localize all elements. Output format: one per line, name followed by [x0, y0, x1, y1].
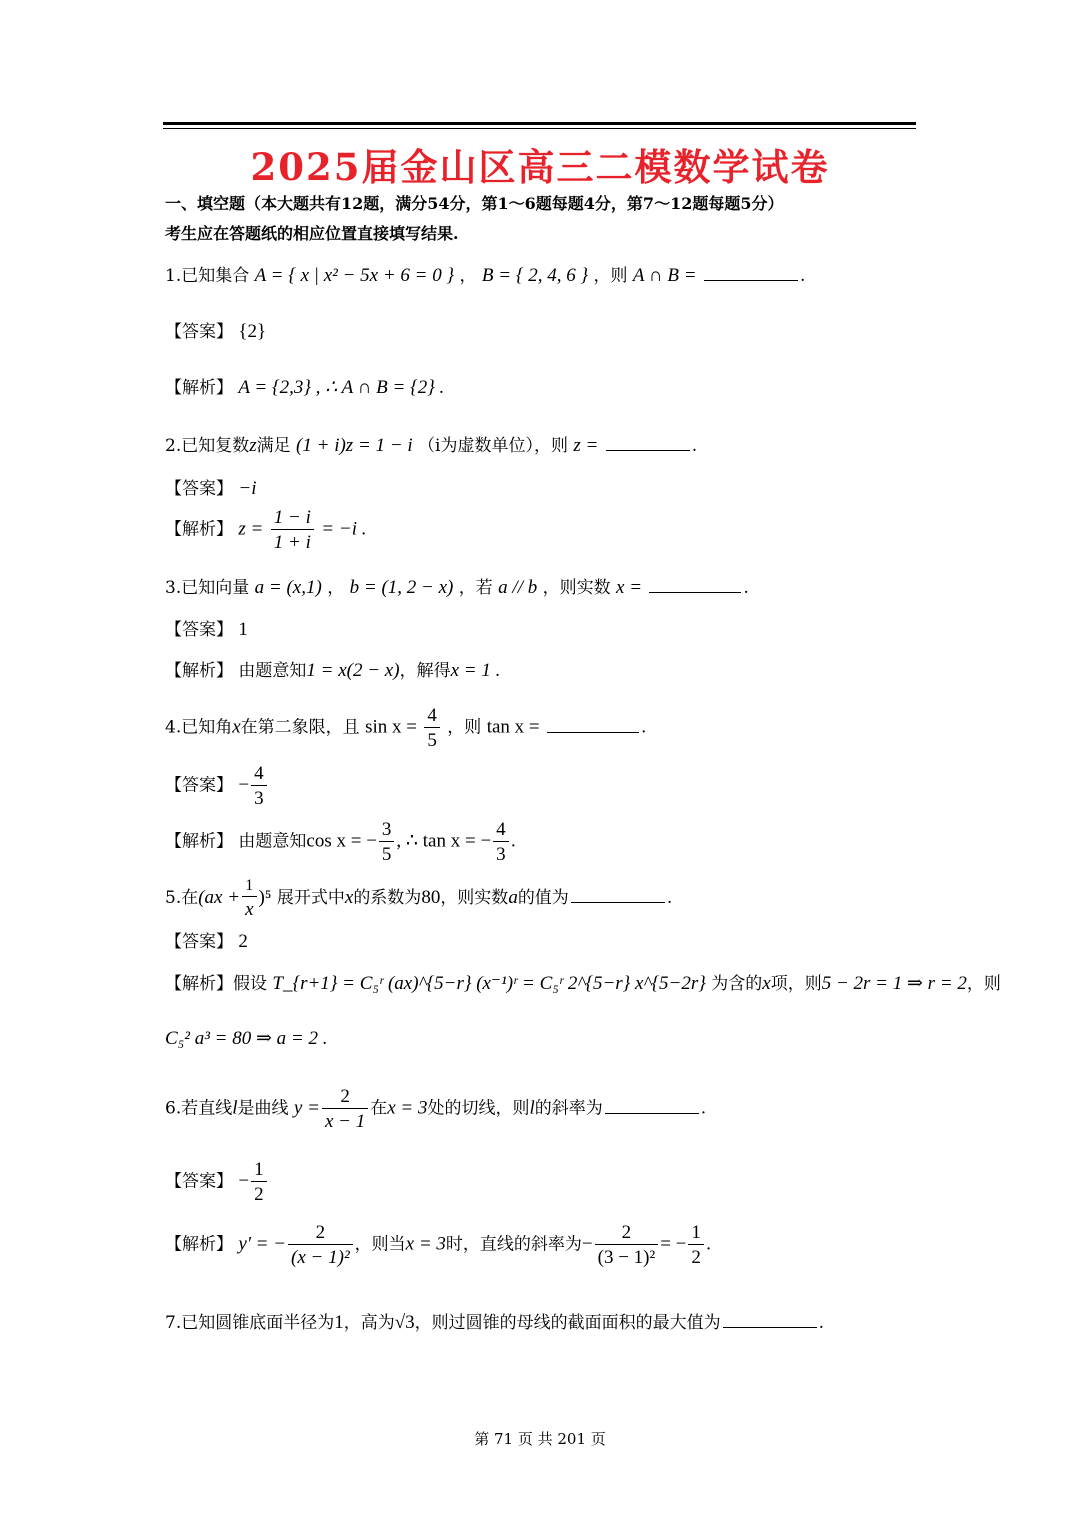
q6-an-mid2: 时，直线的斜率为 [445, 1234, 582, 1255]
q6-analysis [165, 1223, 711, 1267]
question-5 [165, 878, 672, 919]
q6-an-den1: (x − 1)² [288, 1244, 353, 1267]
answer-label: 【答案】 [165, 1171, 233, 1192]
q6-ans-den: 2 [251, 1181, 267, 1204]
q5-end: . [666, 888, 673, 908]
q2-z: z [249, 435, 257, 456]
analysis-label: 【解析】 [165, 974, 233, 994]
q2-analysis [165, 508, 366, 552]
q1-end: . [799, 266, 806, 286]
q2-paren: （i为虚数单位），则 [418, 436, 568, 456]
q2-denominator: 1 + i [271, 529, 314, 552]
q1-intersection: A ∩ B = [632, 265, 697, 286]
q7-mid2: ，则过圆锥的母线的截面面积的最大值为 [414, 1313, 721, 1333]
q4-fraction [424, 706, 440, 750]
q1-set-a: A = { x | x² − 5x + 6 = 0 } [254, 265, 455, 286]
q6-an-fraction3 [688, 1223, 704, 1267]
q3-x-eq: x = [616, 577, 643, 598]
analysis-label: 【解析】 [165, 378, 233, 398]
q6-mid4: 的斜率为 [534, 1098, 603, 1119]
analysis-label: 【解析】 [165, 1234, 233, 1255]
q6-ans-num: 1 [254, 1159, 264, 1180]
section-instruction: 考生应在答题纸的相应位置直接填写结果. [165, 224, 459, 243]
q5-mid4: 的值为 [517, 888, 569, 908]
q6-an-eq: = − [660, 1233, 687, 1255]
q2-mid: 满足 [256, 436, 291, 456]
q4-ans-num: 4 [254, 763, 264, 784]
q5-an-pre: 假设 [233, 974, 267, 994]
q4-an-end: . [510, 831, 517, 852]
q5-an-line2: C₅² a³ = 80 ⇒ a = 2 . [165, 1028, 328, 1049]
q4-denominator: 5 [424, 727, 440, 750]
q2-answer-value: −i [238, 478, 257, 499]
q4-an-pre: 由题意知 [238, 831, 307, 852]
q5-answer [165, 932, 248, 951]
q4-x: x [232, 716, 241, 738]
q5-binom-b: )⁵ [258, 887, 272, 908]
q3-text: 3.已知向量 [165, 578, 250, 598]
q7-end: . [818, 1313, 825, 1333]
q3-answer-value: 1 [238, 619, 248, 640]
analysis-label: 【解析】 [165, 661, 233, 681]
q5-a: a [508, 887, 518, 908]
q1-set-b: B = { 2, 4, 6 } [481, 265, 589, 286]
q4-ans-sign: − [238, 774, 250, 796]
q5-analysis [165, 974, 1001, 993]
q4-sep: ，则 [447, 717, 482, 738]
q6-answer-blank [605, 1111, 699, 1114]
q1-answer [165, 322, 266, 341]
q4-sin: sin x = [365, 716, 417, 738]
q6-an-mid: ，则当 [354, 1234, 406, 1255]
q3-answer [165, 620, 248, 639]
q4-an-den1: 5 [379, 841, 395, 864]
q2-numerator: 1 − i [273, 507, 311, 528]
q6-an-num1: 2 [315, 1222, 326, 1243]
q6-an-end: . [705, 1234, 712, 1255]
q6-an-fraction2 [595, 1223, 659, 1267]
answer-label: 【答案】 [165, 322, 233, 342]
answer-label: 【答案】 [165, 479, 233, 499]
q6-fraction [322, 1087, 368, 1131]
q3-vector-b: b = (1, 2 − x) [349, 577, 454, 598]
q1-answer-value: {2} [238, 321, 267, 342]
q4-mid: 在第二象限，且 [240, 717, 360, 738]
q7-radius: 1 [334, 1312, 344, 1333]
q4-an-num2: 4 [496, 819, 506, 840]
q6-text: 6.若直线 [165, 1098, 233, 1119]
q1-sep2: ，则 [593, 266, 628, 286]
q2-answer-blank [606, 448, 690, 451]
q5-mid: 展开式中 [276, 888, 345, 908]
q6-ans-fraction [251, 1160, 267, 1204]
q5-answer-value: 2 [238, 931, 248, 952]
question-7 [165, 1313, 824, 1332]
q4-an-num1: 3 [381, 819, 392, 840]
q6-an-fraction1 [288, 1223, 353, 1267]
q3-an-math2: x = 1 . [450, 660, 501, 681]
q4-ans-den: 3 [251, 785, 267, 808]
answer-label: 【答案】 [165, 932, 233, 952]
question-1 [165, 266, 805, 285]
q6-mid: 是曲线 [237, 1098, 289, 1119]
q2-fraction [271, 508, 314, 552]
page-footer: 第 71 页 共 201 页 [474, 1430, 606, 1448]
q1-text: 1.已知集合 [165, 266, 250, 286]
q5-fraction [242, 878, 256, 919]
q3-sep2: ，若 [458, 578, 493, 598]
analysis-label: 【解析】 [165, 519, 233, 540]
q1-analysis [165, 378, 444, 397]
page-title: 2025届金山区高三二模数学试卷 [250, 145, 830, 189]
q5-answer-blank [571, 900, 665, 903]
q6-an-den2: (3 − 1)² [595, 1244, 659, 1267]
question-6 [165, 1087, 706, 1131]
q6-an-deriv: y' = − [238, 1233, 287, 1255]
section-heading: 一、填空题（本大题共有12题，满分54分，第1～6题每题4分，第7～12题每题5分） [165, 194, 784, 213]
q3-an-mid: ，解得 [399, 661, 451, 681]
q3-end: . [743, 578, 749, 598]
header-rule-thin [163, 128, 916, 129]
q4-numerator: 4 [427, 705, 437, 726]
q6-num: 2 [340, 1086, 350, 1107]
q2-an-post: = −i . [321, 518, 367, 540]
q6-an-num2: 2 [621, 1222, 632, 1243]
q7-text: 7.已知圆锥底面半径为 [165, 1313, 335, 1333]
q6-l: l [232, 1097, 238, 1119]
q5-an-x: x [762, 973, 771, 994]
q4-ans-fraction [251, 764, 267, 808]
answer-label: 【答案】 [165, 620, 233, 640]
q5-an-mid: 为含的 [711, 974, 763, 994]
q3-an-math: 1 = x(2 − x) [306, 660, 400, 681]
q6-an-minus: − [581, 1233, 593, 1255]
q6-mid2: 在 [370, 1098, 388, 1119]
q3-vector-a: a = (x,1) [254, 577, 322, 598]
q5-mid3: ，则实数 [440, 888, 509, 908]
q4-end: . [641, 717, 647, 738]
q5-an-math: T_{r+1} = C₅ʳ (ax)^{5−r} (x⁻¹)ʳ = C₅ʳ 2^{5−r} x^{5−2r} [272, 973, 706, 994]
q2-answer [165, 479, 257, 498]
q3-answer-blank [649, 590, 741, 593]
q6-an-num3: 1 [691, 1222, 701, 1243]
q6-l2: l [529, 1097, 535, 1119]
q4-an-fraction2 [493, 820, 509, 864]
q4-text: 4.已知角 [165, 717, 233, 738]
q6-x-eq: x = 3 [387, 1097, 428, 1119]
q7-height: √3 [394, 1312, 415, 1333]
q2-end: . [691, 436, 698, 456]
q5-an-mid2: 项，则 [770, 974, 822, 994]
q5-den: x [242, 896, 256, 919]
q6-answer [165, 1160, 269, 1204]
q1-analysis-value: A = {2,3} , ∴ A ∩ B = {2} . [238, 377, 445, 398]
q6-an-x-eq: x = 3 [405, 1233, 446, 1255]
q6-y-eq: y = [293, 1097, 320, 1119]
q4-answer [165, 764, 269, 808]
answer-label: 【答案】 [165, 775, 233, 796]
q3-an-pre: 由题意知 [238, 661, 307, 681]
q3-sep: ， [327, 578, 345, 598]
q4-an-cos: cos x = − [306, 830, 377, 852]
q3-parallel: a // b [498, 577, 538, 598]
q5-an-end: ，则 [966, 974, 1001, 994]
question-4 [165, 706, 646, 750]
q6-ans-sign: − [238, 1170, 250, 1192]
q4-answer-blank [547, 730, 639, 733]
q4-tan: tan x = [486, 716, 540, 738]
q5-val: 80 [421, 887, 441, 908]
q1-answer-blank [704, 278, 798, 281]
q6-end: . [700, 1098, 707, 1119]
q4-an-tan: , ∴ tan x = − [396, 830, 492, 852]
q2-text: 2.已知复数 [165, 436, 250, 456]
q2-equation: (1 + i)z = 1 − i [296, 435, 413, 456]
q5-num: 1 [245, 877, 254, 894]
q4-an-den2: 3 [493, 841, 509, 864]
q3-analysis [165, 661, 500, 680]
q6-den: x − 1 [322, 1108, 368, 1131]
q5-text: 5.在 [165, 888, 199, 908]
header-rule-thick [163, 122, 916, 125]
q5-an-math2: 5 − 2r = 1 ⇒ r = 2 [821, 973, 967, 994]
q7-answer-blank [723, 1325, 817, 1328]
q1-sep: ， [459, 266, 477, 286]
q2-z-eq: z = [573, 435, 599, 456]
question-3 [165, 578, 749, 597]
q2-an-pre: z = [238, 518, 264, 540]
q5-analysis-line2 [165, 1029, 327, 1048]
q4-analysis [165, 820, 516, 864]
q3-mid: ，则实数 [542, 578, 611, 598]
analysis-label: 【解析】 [165, 831, 233, 852]
question-2 [165, 436, 697, 455]
q7-mid: ，高为 [343, 1313, 395, 1333]
q4-an-fraction1 [379, 820, 395, 864]
q6-mid3: 处的切线，则 [427, 1098, 530, 1119]
q5-mid2: 的系数为 [353, 888, 422, 908]
q5-x: x [344, 887, 354, 908]
q6-an-den3: 2 [688, 1244, 704, 1267]
q5-binom-a: (ax + [198, 887, 241, 908]
